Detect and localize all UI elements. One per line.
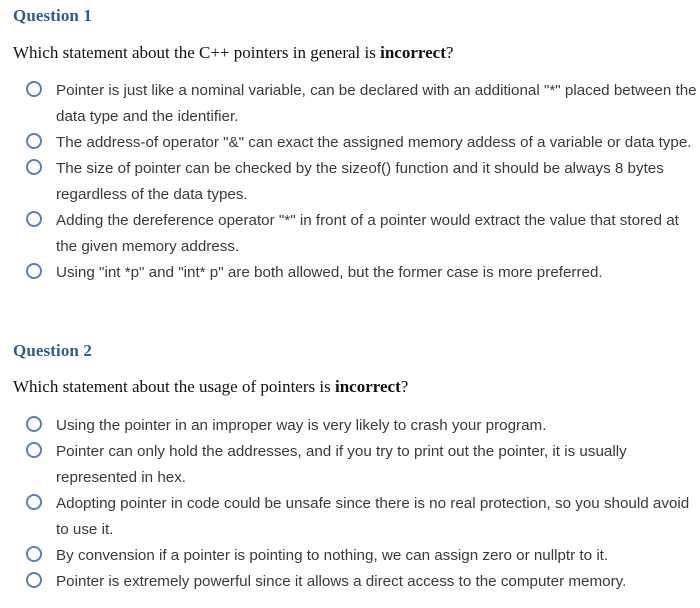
question-1-title: Question 1 [13, 6, 92, 25]
radio-button[interactable] [26, 81, 42, 97]
question-2-title: Question 2 [13, 341, 92, 360]
question-2-option-2[interactable] [26, 439, 698, 491]
radio-button[interactable] [26, 159, 42, 175]
radio-button[interactable] [26, 572, 42, 588]
radio-button[interactable] [26, 442, 42, 458]
question-1-text-start: Which statement about the C++ pointers in general is [13, 43, 381, 62]
question-2-text-start: Which statement about the usage of pointers is [13, 377, 335, 396]
option-label: Using the pointer in an improper way is very likely to crash your program. [56, 417, 547, 434]
radio-button[interactable] [26, 211, 42, 227]
question-1-text-bold: incorrect [380, 43, 446, 62]
question-2-text-end: ? [400, 377, 409, 396]
question-1-option-2[interactable] [26, 130, 698, 156]
question-2-text-bold: incorrect [334, 377, 401, 396]
radio-button[interactable] [26, 546, 42, 562]
question-2-option-4[interactable] [26, 543, 698, 569]
question-1-text [13, 43, 453, 63]
question-2-option-3[interactable] [26, 491, 698, 543]
question-1-option-1[interactable] [26, 78, 698, 130]
option-label: Pointer is just like a nominal variable, can be declared with an additional "*" placed between the data type and the identifier. [56, 82, 697, 125]
option-label: The address-of operator "&" can exact the assigned memory addess of a variable or data type. [56, 134, 692, 151]
option-label: Using "int *p" and "int* p" are both allowed, but the former case is more preferred. [56, 264, 603, 281]
question-1-option-3[interactable] [26, 156, 698, 208]
radio-button[interactable] [26, 263, 42, 279]
question-2-option-5[interactable] [26, 569, 698, 595]
question-1-option-4[interactable] [26, 208, 698, 260]
radio-button[interactable] [26, 133, 42, 149]
question-1-options [26, 78, 698, 286]
radio-button[interactable] [26, 416, 42, 432]
question-2-option-1[interactable] [26, 413, 698, 439]
option-label: Adopting pointer in code could be unsafe since there is no real protection, so you should avoid to use it. [56, 495, 690, 538]
question-1-option-5[interactable] [26, 260, 698, 286]
option-label: Adding the dereference operator "*" in front of a pointer would extract the value that stored at the given memory address. [56, 212, 679, 255]
question-2-text [13, 377, 408, 397]
option-label: Pointer is extremely powerful since it allows a direct access to the computer memory. [56, 573, 627, 590]
radio-button[interactable] [26, 494, 42, 510]
question-1-text-end: ? [445, 43, 454, 62]
option-label: The size of pointer can be checked by the sizeof() function and it should be always 8 bytes regardless of the data types. [56, 160, 664, 203]
option-label: Pointer can only hold the addresses, and if you try to print out the pointer, it is usually represented in hex. [56, 443, 627, 486]
question-2-options [26, 413, 698, 595]
option-label: By convension if a pointer is pointing to nothing, we can assign zero or nullptr to it. [56, 547, 609, 564]
